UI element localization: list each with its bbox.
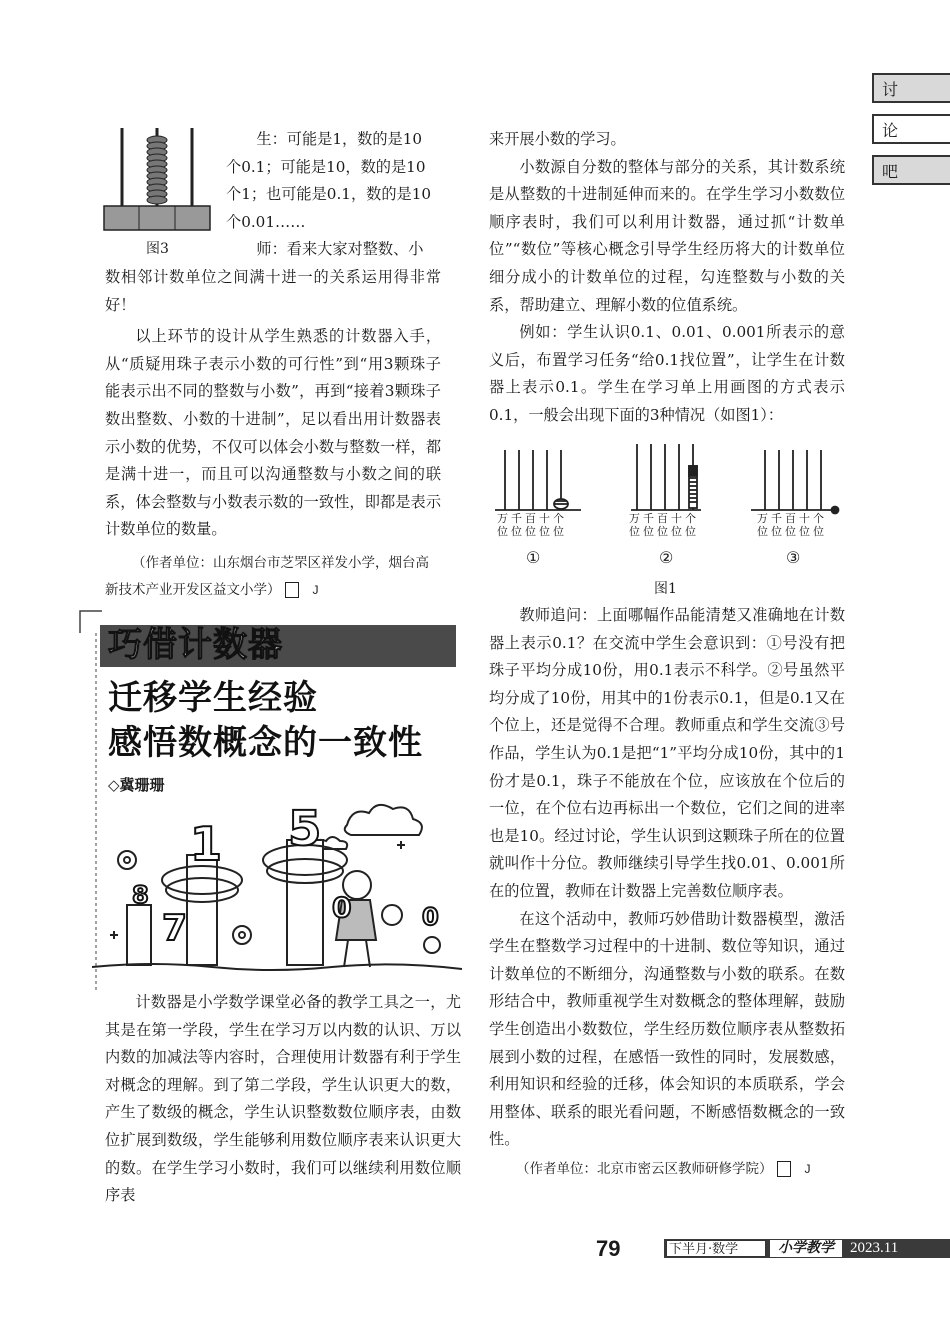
tab-tao[interactable] [872, 73, 950, 103]
figure-1 [489, 440, 845, 600]
digit-eight: 8 [132, 881, 149, 909]
place-labels-3 [757, 512, 837, 538]
right-column [489, 126, 845, 430]
digit-zero-small: 0 [422, 903, 439, 931]
digit-one: 1 [190, 817, 223, 871]
digit-seven: 7 [162, 908, 188, 949]
figure-3-caption: 图3 [146, 241, 169, 257]
place-suffix: 位位位位位 [757, 525, 827, 538]
tab-label: 讨 [882, 80, 899, 99]
place-names: 万千百十个 [497, 512, 567, 525]
figure-1-caption: 图1 [654, 581, 677, 597]
digit-five: 5 [288, 801, 322, 857]
page-number: 79 [596, 1236, 621, 1261]
paragraph: 计数器是小学数学课堂必备的教学工具之一，尤其是在第一学段，学生在学习万以内数的认识、万以内数的加减法等内容时，合理使用计数器有利于学生对概念的理解。到了第二学段，学生认识更大的数，产生了数级的概念，学生认识整数数位顺序表，由数位扩展到数级，学生能够利用数位顺序表来认识更大的数。在学生学习小数时，我们可以继续利用数位顺序表 [105, 993, 461, 1205]
footer-label: 下半月·数学 [666, 1240, 766, 1257]
place-labels-1 [497, 512, 577, 538]
dialog-block [226, 126, 441, 264]
author-text: （作者单位：北京市密云区教师研修学院） [516, 1160, 773, 1177]
article-title-line1: 巧借计数器 [108, 625, 283, 665]
digit-zero: 0 [332, 891, 352, 924]
journal-mark: J [285, 582, 299, 598]
dialog-line: 生：可能是1，数的是10 [256, 130, 423, 148]
article-title-line3: 感悟数概念的一致性 [108, 723, 423, 763]
author-text: （作者单位：山东烟台市芝罘区祥发小学，烟台高新技术产业开发区益文小学） [105, 554, 429, 598]
place-names: 万千百十个 [629, 512, 699, 525]
right-column-lower [489, 602, 845, 1183]
teacher-continued: 数相邻计数单位之间满十进一的关系运用得非常好！ [105, 268, 441, 314]
tab-label: 吧 [882, 162, 899, 181]
tab-ba[interactable] [872, 155, 950, 185]
place-labels-2 [629, 512, 709, 538]
journal-mark: J [777, 1161, 791, 1177]
article-author: ◇冀珊珊 [108, 776, 165, 794]
dialog-line: 个1；也可能是0.1，数的是10 [226, 185, 432, 204]
footer-date: 2023.11 [850, 1240, 899, 1256]
figure-label-3: ③ [786, 548, 801, 567]
place-suffix: 位位位位位 [629, 525, 699, 538]
figure-3-abacus [102, 128, 212, 234]
paragraph: 在这个活动中，教师巧妙借助计数器模型，激活学生在整数学习过程中的十进制、数位等知识，通过计数单位的不断细分，沟通整数与小数的联系。在数形结合中，教师重视学生对数概念的整体理解，鼓励学生创造出小数数位，学生经历数位顺序表从整数拓展到小数的过程，在感悟一致性的同时，发展数感，利用知识和经验的迁移，体会知识的本质联系，学会用整体、联系的眼光看问题，不断感悟数概念的一致性。 [489, 909, 845, 1149]
paragraph: 以上环节的设计从学生熟悉的计数器入手，从“质疑用珠子表示小数的可行性”到“用3颗珠子能表示出不同的整数与小数”，再到“接着3颗珠子数出整数、小数的十进制”，足以看出用计数器表示小数的优势，不仅可以体会小数与整数一样，都是满十进一，而且可以沟通整数与小数之间的联系，体会整数与小数表示数的一致性，即都是表示计数单位的数量。 [105, 327, 441, 539]
dialog-line: 个0.1；可能是10，数的是10 [226, 157, 426, 176]
paragraph: 教师追问：上面哪幅作品能清楚又准确地在计数器上表示0.1？在交流中学生会意识到：①号没有把珠子平均分成10份，用0.1表示不科学。②号虽然平均分成了10份，用其中的1份表示0.1，但是0.1又在个位上，还是觉得不合理。教师重点和学生交流③号作品，学生认为0.1是把“1”平均分成10份，其中的1份才是0.1，珠子不能放在个位，应该放在个位后的一位，在个位右边再标出一个数位，它们之间的进率也是10。经过讨论，学生认识到这颗珠子所在的位置就叫作十分位。教师继续引导学生找0.01、0.001所在的位置，教师在计数器上完善数位顺序表。 [489, 606, 845, 900]
place-names: 万千百十个 [757, 512, 827, 525]
paragraph-continued: 来开展小数的学习。 [489, 130, 626, 148]
figure-label-2: ② [659, 548, 674, 567]
figure-1-drawings [489, 440, 845, 520]
teacher-line: 师：看来大家对整数、小 [256, 240, 424, 259]
figure-label-1: ① [526, 548, 541, 567]
author-affiliation [489, 1156, 845, 1183]
dialog-line: 个0.01…… [226, 212, 306, 231]
author-affiliation [105, 550, 441, 604]
left-bottom-text [105, 989, 461, 1210]
left-top-text [105, 264, 441, 604]
footer-journal: 小学教学 [770, 1240, 842, 1257]
tab-label: 论 [882, 121, 899, 140]
cartoon-illustration [92, 785, 462, 980]
paragraph: 小数源自分数的整体与部分的关系，其计数系统是从整数的十进制延伸而来的。在学生学习小数数位顺序表时，我们可以利用计数器，通过抓“计数单位”“数位”等核心概念引导学生经历将大的计数单位细分成小的计数单位的过程，勾连整数与小数的关系，帮助建立、理解小数的位值系统。 [489, 157, 845, 314]
place-suffix: 位位位位位 [497, 525, 567, 538]
tab-lun[interactable] [872, 114, 950, 144]
paragraph: 例如：学生认识0.1、0.01、0.001所表示的意义后，布置学习任务“给0.1找位置”，让学生在计数器上表示0.1。学生在学习单上用画图的方式表示0.1，一般会出现下面的3种情况（如图1）： [489, 323, 845, 424]
article-title-line2: 迁移学生经验 [108, 678, 318, 718]
